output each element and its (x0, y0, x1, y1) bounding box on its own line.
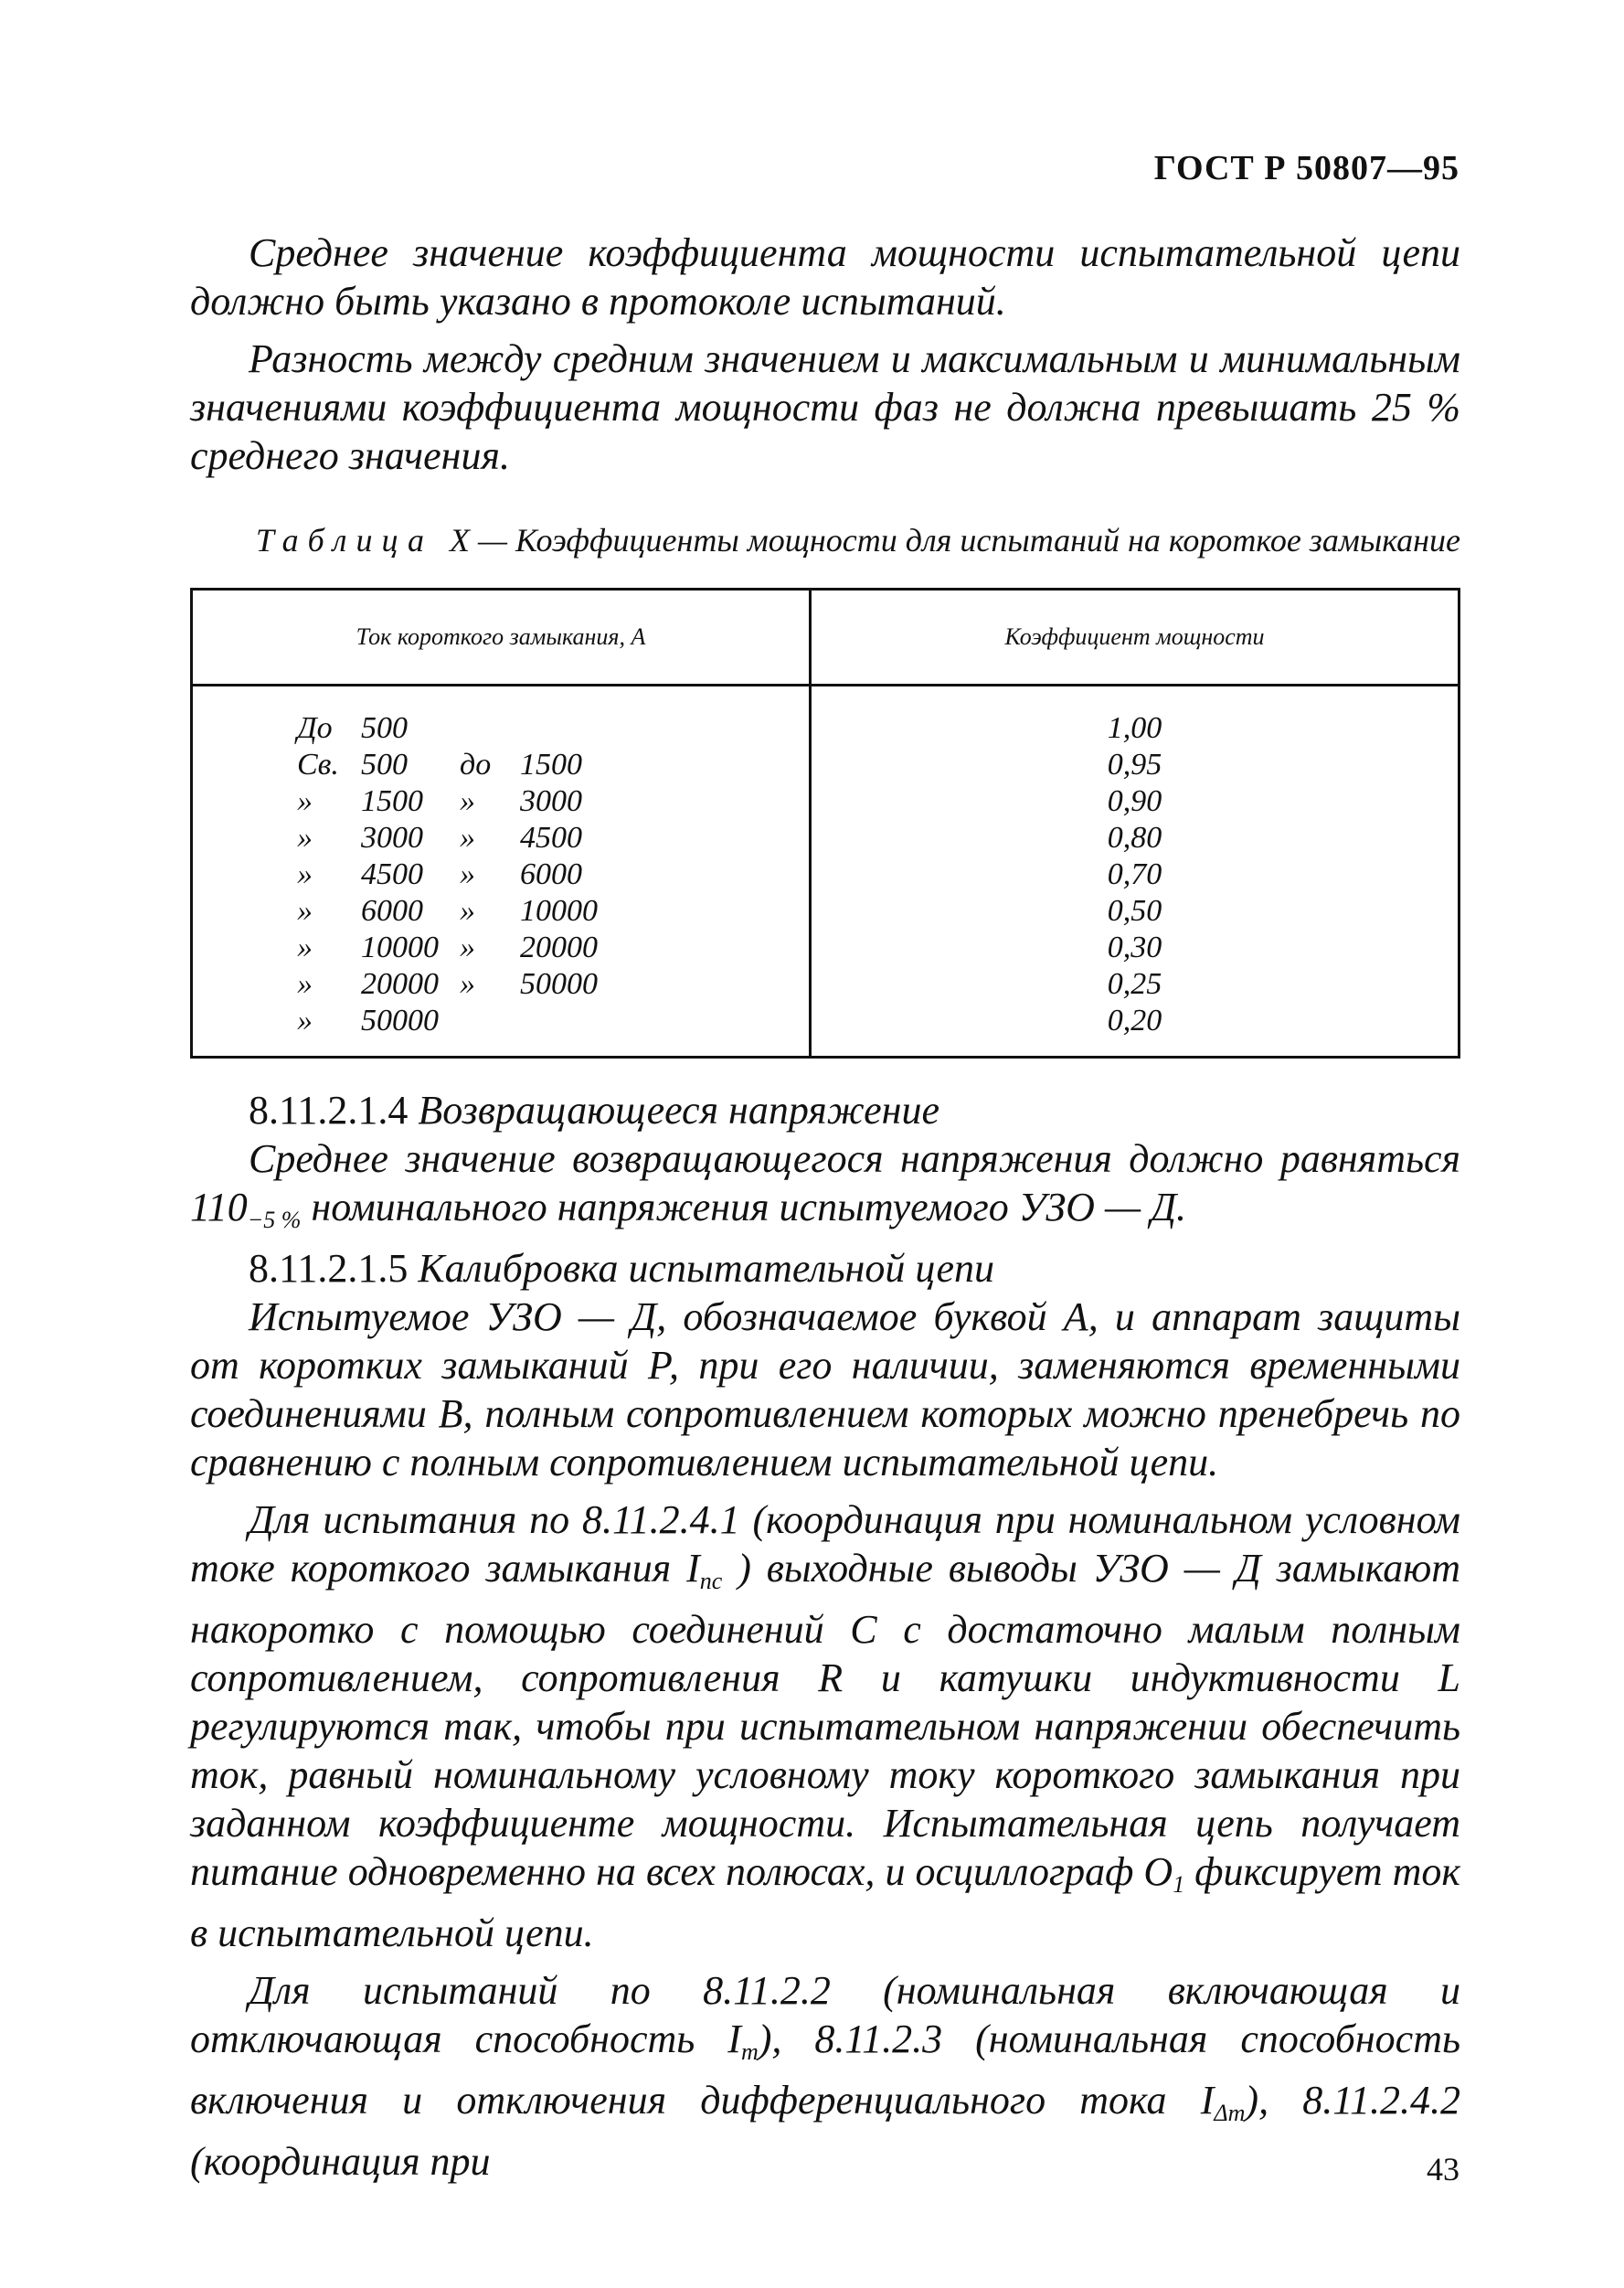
voltage-tolerance: −5 % (247, 1207, 302, 1233)
column-header-current: Ток короткого замыкания, А (192, 590, 811, 686)
power-factor-value: 0,50 (1107, 894, 1162, 928)
table-row: » 3000 » 4500 (297, 821, 582, 855)
paragraph-calibration: Испытуемое УЗО — Д, обозначаемое буквой А, и аппарат защиты от коротких замыканий Р, при его наличии, заменяются временными соединениями В, полным сопротивлением которых можно пренебречь по сравнению с полным сопротивлением испытательной цепи. (190, 1294, 1460, 1485)
power-factor-value: 0,95 (1107, 748, 1162, 782)
power-factor-table (190, 588, 1460, 1059)
table-row: До 500 (297, 711, 408, 745)
document-header: ГОСТ Р 50807—95 (1153, 149, 1459, 187)
power-factor-value: 0,25 (1107, 967, 1162, 1001)
column-header-power-factor: Коэффициент мощности (811, 590, 1459, 686)
table-row: » 10000 » 20000 (297, 931, 598, 964)
power-factor-column (811, 686, 1459, 1058)
paragraph-recovery-voltage: Среднее значение возвращающегося напряжения должно равняться $110_{-5 \%}$ номинального напряжения испытуемого УЗО — Д. (190, 1136, 1460, 1233)
section-title: Возвращающееся напряжение (418, 1088, 939, 1133)
section-heading-calibration (190, 1244, 1460, 1293)
power-factor-value: 0,70 (1107, 857, 1162, 891)
table-caption-text: X — Коэффициенты мощности для испытаний на короткое замыкание (449, 522, 1460, 559)
table-caption (190, 520, 1460, 560)
paragraph-breaking-capacity-tests: Для испытаний по 8.11.2.2 (номинальная включающая и отключающая способность $I_m$), 8.11.2.3 (номинальная способность включения и отключения дифференциального тока $I_{\Delta m}$), 8.11.2.4.2 (координация при (190, 1968, 1461, 2184)
voltage-value: 110 (190, 1185, 248, 1229)
section-heading-recovery-voltage (190, 1086, 1460, 1134)
paragraph-coordination-test: Для испытания по 8.11.2.4.1 (координация при номинальном условном токе короткого замыкания $I_{nc}$ ) выходные выводы УЗО — Д замыкают накоротко с помощью соединений С с достаточно малым полным сопротивлением, сопротивления R и катушки индуктивности L регулируются так, чтобы при испытательном напряжении обеспечить ток, равный номинальному условному току короткого замыкания при заданном коэффициенте мощности. Испытательная цепь получает питание одновременно на всех полюсах, и осциллограф $О_1$ фиксирует ток в испытательной цепи. (190, 1497, 1461, 1955)
table-body-row (192, 686, 1459, 1058)
power-factor-value: 0,90 (1107, 784, 1162, 818)
power-factor-value: 1,00 (1107, 711, 1162, 745)
table-row: » 4500 » 6000 (297, 857, 582, 891)
power-factor-value: 0,80 (1107, 821, 1162, 855)
document-body (190, 229, 1460, 2186)
table-caption-word: Таблица (255, 522, 433, 559)
table-row: » 20000 » 50000 (297, 967, 598, 1001)
table-row: » 1500 » 3000 (297, 784, 582, 818)
table-row: Св. 500 до 1500 (297, 748, 582, 782)
section-title: Калибровка испытательной цепи (418, 1246, 995, 1291)
table-row: » 50000 (297, 1004, 439, 1038)
section-number: 8.11.2.1.5 (249, 1246, 409, 1291)
page-number: 43 (1427, 2151, 1459, 2187)
paragraph-power-factor-record: Среднее значение коэффициента мощности испытательной цепи должно быть указано в протоколе испытаний. (190, 230, 1460, 324)
paragraph-power-factor-difference: Разность между средним значением и максимальным и минимальным значениями коэффициента мощности фаз не должна превышать 25 % среднего значения. (190, 336, 1460, 478)
section-number: 8.11.2.1.4 (249, 1088, 409, 1133)
table-row: » 6000 » 10000 (297, 894, 598, 928)
power-factor-value: 0,20 (1107, 1004, 1162, 1038)
current-range-column (192, 686, 811, 1058)
power-factor-value: 0,30 (1107, 931, 1162, 964)
